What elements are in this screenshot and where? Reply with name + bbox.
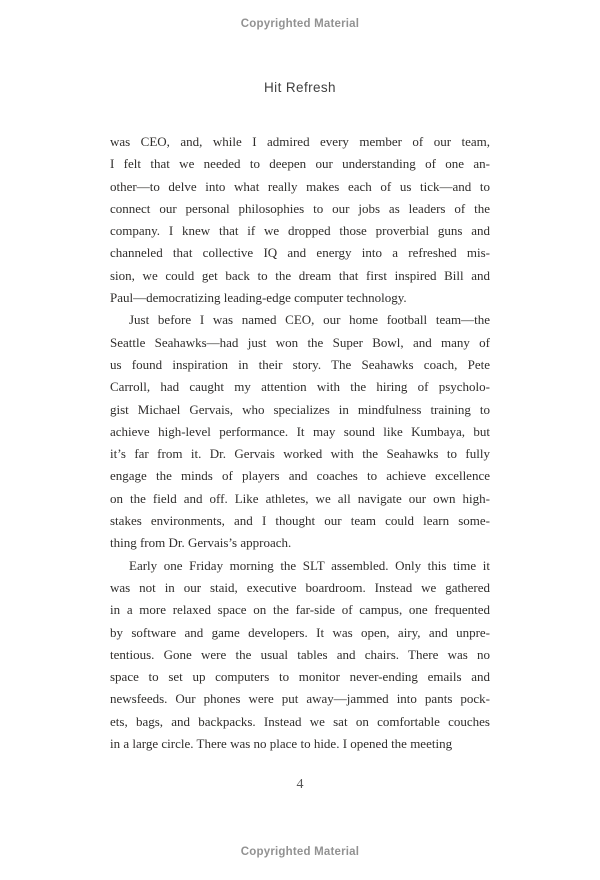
text-line: sion, we could get back to the dream that first inspired Bill and xyxy=(110,267,490,283)
text-line: engage the minds of players and coaches to achieve excellence xyxy=(110,468,490,484)
text-line: newsfeeds. Our phones were put away—jammed into pants pock- xyxy=(110,691,490,707)
copyright-notice-top: Copyrighted Material xyxy=(240,18,360,30)
text-line: space to set up computers to monitor never-ending emails and xyxy=(110,669,490,685)
text-line: channeled that collective IQ and energy into a refreshed mis- xyxy=(110,245,490,261)
text-line: by software and game developers. It was open, airy, and unpre- xyxy=(110,624,490,640)
text-line: Carroll, had caught my attention with the hiring of psycholo- xyxy=(110,379,490,395)
text-line: company. I knew that if we dropped those proverbial guns and xyxy=(110,223,490,239)
text-line: Seattle Seahawks—had just won the Super Bowl, and many of xyxy=(110,334,490,350)
text-line: Paul—democratizing leading-edge computer technology. xyxy=(110,290,407,306)
page-number: 4 xyxy=(296,777,304,792)
text-line: in a large circle. There was no place to hide. I opened the meeting xyxy=(110,736,453,752)
text-line: stakes environments, and I thought our team could learn some- xyxy=(110,513,490,529)
text-line: I felt that we needed to deepen our understanding of one an- xyxy=(110,156,490,172)
text-line: was not in our staid, executive boardroom. Instead we gathered xyxy=(110,579,490,595)
text-line: tentious. Gone were the usual tables and chairs. There was no xyxy=(110,646,490,662)
text-line: gist Michael Gervais, who specializes in mindfulness training to xyxy=(110,401,490,417)
text-line: connect our personal philosophies to our jobs as leaders of the xyxy=(110,200,490,216)
text-line: in a more relaxed space on the far-side of campus, one frequented xyxy=(110,602,490,618)
text-line: it’s far from it. Dr. Gervais worked with the Seahawks to fully xyxy=(110,446,490,462)
text-line: ets, bags, and backpacks. Instead we sat on comfortable couches xyxy=(110,713,490,729)
text-line: Early one Friday morning the SLT assembled. Only this time it xyxy=(129,557,490,573)
text-line: other—to delve into what really makes each of us tick—and to xyxy=(110,178,490,194)
text-line: was CEO, and, while I admired every member of our team, xyxy=(110,134,490,149)
copyright-notice-bottom: Copyrighted Material xyxy=(240,846,360,858)
text-line: Just before I was named CEO, our home football team—the xyxy=(129,312,490,328)
paragraph xyxy=(110,555,490,756)
body-text xyxy=(110,131,490,755)
text-line: achieve high-level performance. It may sound like Kumbaya, but xyxy=(110,423,490,439)
text-line: on the field and off. Like athletes, we all navigate our own high- xyxy=(110,490,490,506)
paragraph xyxy=(110,309,490,554)
running-header: Hit Refresh xyxy=(264,80,336,95)
text-line: thing from Dr. Gervais’s approach. xyxy=(110,535,292,551)
text-line: us found inspiration in their story. The Seahawks coach, Pete xyxy=(110,356,490,372)
paragraph xyxy=(110,131,490,309)
